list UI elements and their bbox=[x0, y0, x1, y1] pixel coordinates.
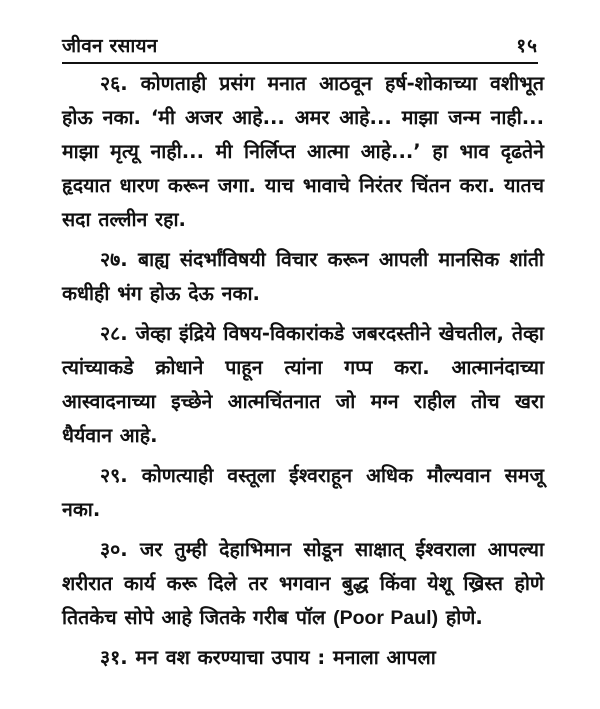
paragraph-text: जर तुम्ही देहाभिमान सोडून साक्षात् ईश्वराला आपल्या शरीरात कार्य करू दिले तर भगवान बुद्ध किंवा येशू ख्रिस्त होणे तितकेच सोपे आहे जितके गरीब पॉल bbox=[62, 538, 544, 629]
paragraph-text: कोणत्याही वस्तूला ईश्वराहून अधिक मौल्यवान समजू नका. bbox=[62, 464, 544, 521]
paragraph-number: २८. bbox=[100, 322, 128, 345]
paragraph-text: कोणताही प्रसंग मनात आठवून हर्ष-शोकाच्या वशीभूत होऊ नका. ‘मी अजर आहे... अमर आहे... माझा जन्म नाही... माझा मृत्यू नाही... मी निर्लिप्त आत्मा आहे...’ हा भाव दृढतेने हृदयात धारण करून जगा. याच भावाचे निरंतर चिंतन करा. यातच सदा तल्लीन रहा. bbox=[62, 72, 544, 231]
paragraph-number: २७. bbox=[100, 248, 128, 271]
paragraph-text: मन वश करण्याचा उपाय : मनाला आपला bbox=[135, 646, 436, 669]
body-text bbox=[62, 67, 544, 681]
paragraph-number: २६. bbox=[100, 72, 128, 95]
paragraph-number: ३०. bbox=[100, 538, 128, 561]
english-phrase: (Poor Paul) bbox=[333, 607, 439, 629]
paragraph-number: २९. bbox=[100, 464, 128, 487]
paragraph-30 bbox=[62, 533, 544, 635]
paragraph-29 bbox=[62, 459, 544, 527]
paragraph-26 bbox=[62, 67, 544, 237]
running-title: जीवन रसायन bbox=[62, 35, 158, 57]
paragraph-27 bbox=[62, 243, 544, 311]
paragraph-28 bbox=[62, 317, 544, 453]
running-header bbox=[62, 30, 538, 64]
paragraph-number: ३१. bbox=[100, 646, 128, 669]
paragraph-text: जेव्हा इंद्रिये विषय-विकारांकडे जबरदस्तीने खेचतील, तेव्हा त्यांच्याकडे क्रोधाने पाहून त्यांना गप्प करा. आत्मानंदाच्या आस्वादनाच्या इच्छेने आत्मचिंतनात जो मग्न राहील तोच खरा धैर्यवान आहे. bbox=[62, 322, 544, 447]
page-number: १५ bbox=[516, 35, 538, 57]
paragraph-31 bbox=[62, 641, 544, 675]
paragraph-tail-text: होणे. bbox=[445, 606, 483, 629]
paragraph-text: बाह्य संदर्भांविषयी विचार करून आपली मानसिक शांती कधीही भंग होऊ देऊ नका. bbox=[62, 248, 544, 305]
